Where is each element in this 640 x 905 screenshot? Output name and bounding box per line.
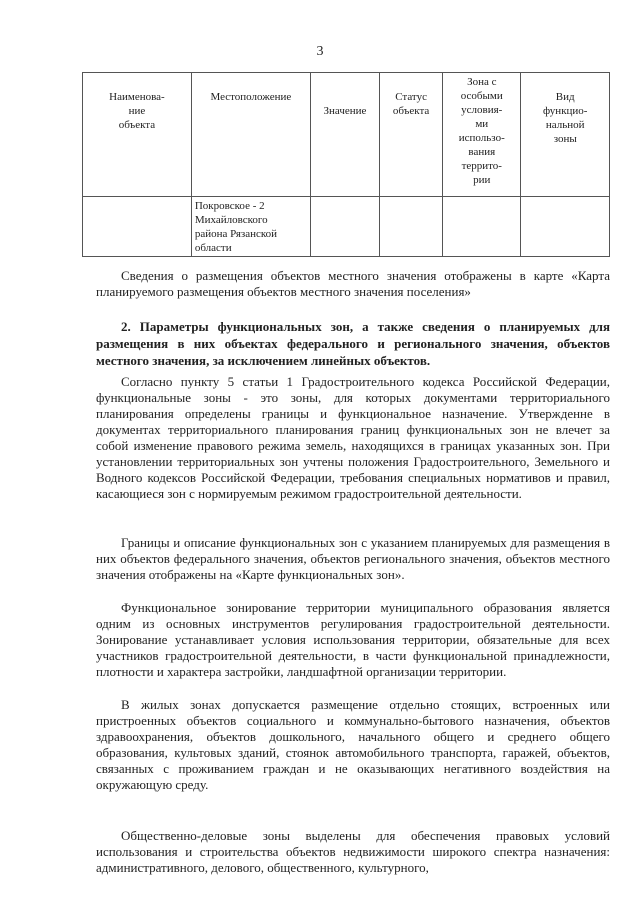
objects-table — [82, 72, 610, 257]
table-header-cell — [521, 73, 610, 197]
header-special-zone: Зона с особыми условия- ми использо- вания террито- рии — [458, 76, 505, 186]
table-header-cell — [443, 73, 521, 197]
page-number: 3 — [316, 44, 324, 59]
section-heading: 2. Параметры функциональных зон, а также сведения о планируемых для размещения в них объектах федерального и регионального значения, объектов местного значения, за исключением линейных объектов. — [96, 319, 610, 368]
paragraph-3: Функциональное зонирование территории муниципального образования является одним из основных инструментов регулирования градостроительной деятельности. Зонирование устанавливает условия использования территории, обязательные для всех участников градостроительной деятельности, в части функциональной принадлежности, плотности и характера застройки, ландшафтной организации территории. — [96, 600, 610, 679]
table-cell — [380, 197, 443, 257]
table-header-cell — [83, 73, 192, 197]
paragraph-1: Согласно пункту 5 статьи 1 Градостроительного кодекса Российской Федерации, функциональные зоны - это зоны, для которых документами территориального планирования определены границы и функциональное назначение. Утвержденне в документах территориального планирования границ функциональных зон не влечет за собой изменение правового режима земель, находящихся в границах указанных зон. При установлении территориальных зон учтены положения Градостроительного, Земельного и Водного кодексов Российской Федерации, требования специальных нормативов и правил, касающиеся зон с нормируемым режимом градостроительной деятельности. — [96, 374, 610, 501]
table-row — [83, 197, 610, 257]
table-header-cell — [310, 73, 379, 197]
header-status: Статус объекта — [392, 91, 430, 117]
table-cell — [83, 197, 192, 257]
location-text: Покровское - 2 Михайловского района Рязанской области — [194, 200, 278, 254]
paragraph-4: В жилых зонах допускается размещение отдельно стоящих, встроенных или пристроенных объектов социального и коммунально-бытового назначения, объектов здравоохранения, объектов дошкольного, начального общего и среднего общего образования, культовых зданий, стоянок автомобильного транспорта, гаражей, объектов, связанных с проживанием граждан и не оказывающих негативного воздействия на окружающую среду. — [96, 697, 610, 792]
table-cell — [521, 197, 610, 257]
map-note: Сведения о размещения объектов местного значения отображены в карте «Карта планируемого размещения объектов местного значения поселения» — [96, 268, 610, 299]
paragraph-2: Границы и описание функциональных зон с указанием планируемых для размещения в них объектов федерального значения, объектов регионального значения, объектов местного значения отображены на «Карте функциональных зон». — [96, 535, 610, 582]
header-zone-type: Вид функцио- нальной зоны — [542, 91, 588, 145]
header-significance: Значение — [323, 105, 367, 117]
paragraph-5: Общественно-деловые зоны выделены для обеспечения правовых условий использования и строительства объектов недвижимости широкого спектра назначения: административного, делового, общественного, культурного, — [96, 828, 610, 875]
table-cell — [443, 197, 521, 257]
table-cell-location — [191, 197, 310, 257]
table-header-row — [83, 73, 610, 197]
header-object-name: Наименова- ние объекта — [109, 91, 165, 131]
table-header-cell — [191, 73, 310, 197]
table-header-cell — [380, 73, 443, 197]
header-location: Местоположение — [210, 91, 292, 103]
table-cell — [310, 197, 379, 257]
